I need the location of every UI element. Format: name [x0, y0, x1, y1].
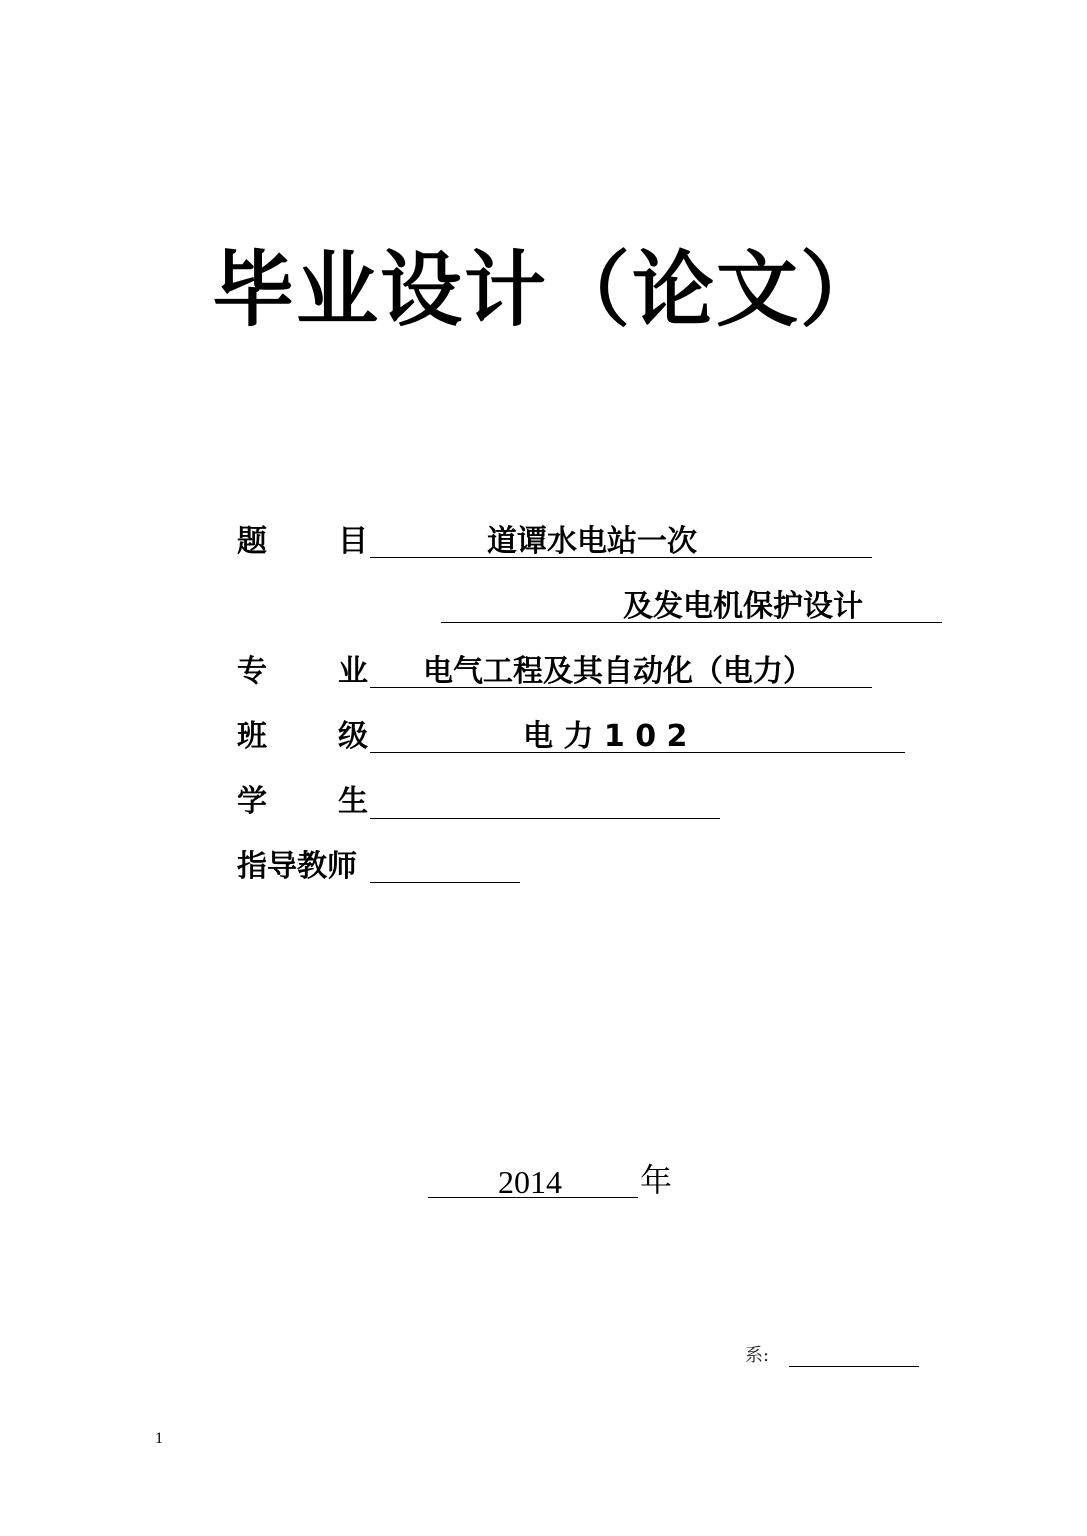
year-unit: 年	[640, 1161, 673, 1199]
main-title: 毕业设计（论文）	[212, 243, 885, 338]
topic-value-line-1: 道谭水电站一次	[487, 524, 697, 559]
advisor-label: 指导教师	[237, 849, 357, 884]
major-label-char-2: 业	[338, 654, 368, 689]
year-value: 2014	[498, 1164, 562, 1200]
class-value: 电 力 1 0 2	[523, 719, 688, 754]
topic-label-char-2: 目	[338, 524, 368, 559]
major-label-char-1: 专	[237, 654, 267, 689]
topic-label-char-1: 题	[237, 524, 267, 559]
student-label-char-2: 生	[338, 784, 368, 819]
department-underline	[789, 1366, 919, 1367]
page-number: 1	[155, 1430, 163, 1447]
student-underline	[370, 818, 720, 819]
department-label: 系:	[745, 1345, 770, 1366]
major-value: 电气工程及其自动化（电力）	[423, 654, 813, 689]
advisor-underline	[370, 882, 520, 883]
class-label-char-1: 班	[237, 719, 267, 754]
student-label-char-1: 学	[237, 784, 267, 819]
topic-value-line-2: 及发电机保护设计	[623, 589, 863, 624]
class-label-char-2: 级	[338, 719, 368, 754]
